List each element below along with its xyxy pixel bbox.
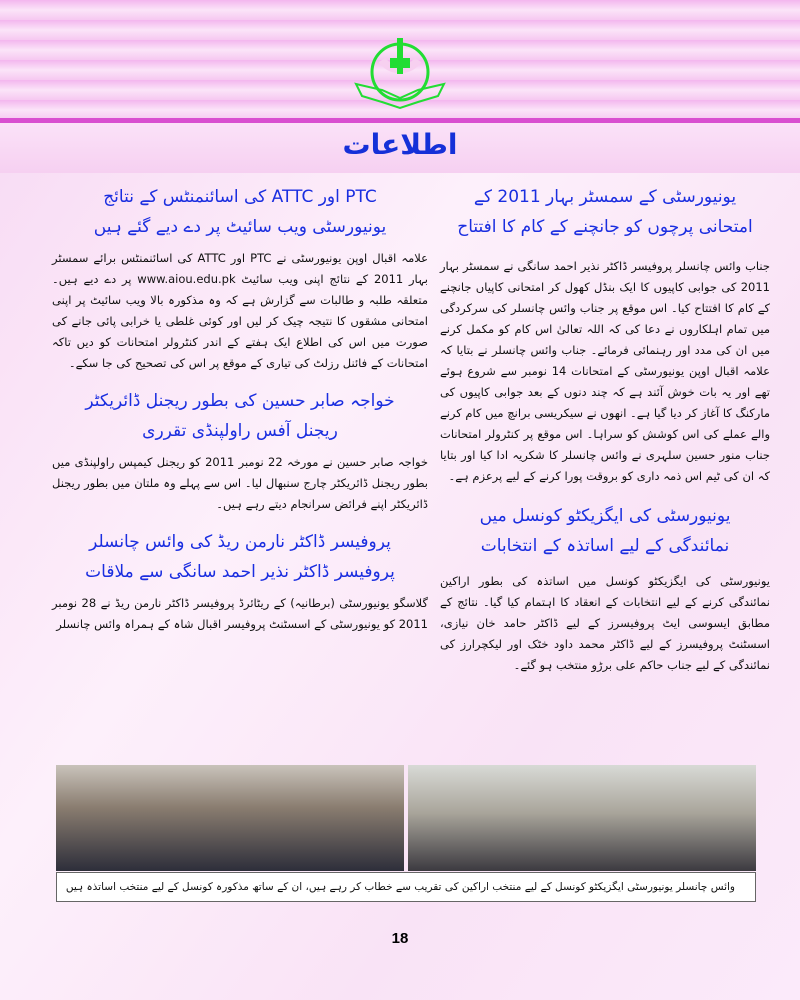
article-title: خواجہ صابر حسین کی بطور ریجنل ڈائریکٹر ریجنل آفس راولپنڈی تقرری [85,391,395,441]
article-body: علامہ اقبال اوپن یونیورسٹی نے PTC اور ATTC کی اسائنمنٹس برائے سمسٹر بہار 2011 کے نتائج اپنی ویب سائیٹ www.aiou.edu.pk پر دے دیے ہیں۔ متعلقہ طلبہ و طالبات سے گزارش ہے کہ وہ مذکورہ بالا ویب سائیٹ پر اپنی امتحانی مشقوں کا نتیجہ چیک کر لیں اور کوئی غلطی یا خرابی پائی جانے کی صورت میں اس کی اطلاع ایک ہفتے کے اندر کنٹرولر امتحانات کو دیں تاکہ امتحانات کے فائنل رزلٹ کی تیاری کے موقع پر اس کی تصحیح کی جا سکے۔ [52,251,428,370]
right-column [440,182,770,688]
article-body: یونیورسٹی کی ایگزیکٹو کونسل میں اساتذہ کی بطور اراکین نمائندگی کرنے کے لیے انتخابات کے انعقاد کا اہتمام کیا گیا۔ نتائج کے مطابق ایسوسی ایٹ پروفیسرز کے لیے ڈاکٹر حامد خان نیازی، اسسٹنٹ پروفیسرز کے لیے ڈاکٹر محمد داود خٹک اور لیکچرارز کی نمائندگی کے لیے جناب حاکم علی برڑو منتخب ہو گئے۔ [440,574,770,672]
article-title: پروفیسر ڈاکٹر نارمن ریڈ کی وائس چانسلر پروفیسر ڈاکٹر نذیر احمد سانگی سے ملاقات [85,532,395,582]
left-column [52,182,428,635]
article-body: خواجہ صابر حسین نے مورخہ 22 نومبر 2011 کو ریجنل کیمپس راولپنڈی میں بطور ریجنل ڈائریکٹر چارج سنبھال لیا۔ اس سے پہلے وہ ملتان میں بطور ریجنل ڈائریکٹر اپنے فرائض سرانجام دیتے رہے ہیں۔ [52,455,429,511]
university-logo [352,32,448,114]
article-body: گلاسگو یونیورسٹی (برطانیہ) کے ریٹائرڈ پروفیسر ڈاکٹر نارمن ریڈ نے 28 نومبر 2011 کو یونیورسٹی کے اسسٹنٹ پروفیسر اقبال شاہ کے ہمراہ وائس چانسلر [52,596,428,631]
article-body: جناب وائس چانسلر پروفیسر ڈاکٹر نذیر احمد سانگی نے سمسٹر بہار 2011 کی جوابی کاپیوں کا ایک بنڈل کھول کر امتحانی کاپیاں جانچنے کے کام کا افتتاح کیا۔ اس موقع پر جناب وائس چانسلر کی سرکردگی میں تمام اہلکاروں نے دعا کی کہ اللہ تعالیٰ اس کام کو مکمل کرنے میں ان کی مدد اور رہنمائی فرمائے۔ جناب وائس چانسلر نے بتایا کہ علامہ اقبال اوپن یونیورسٹی کے امتحانات 14 نومبر سے شروع ہوئے تھے اور یہ بات خوش آئند ہے کہ چند دنوں کے بعد جوابی کاپیوں کی مارکنگ کا آغاز کر دیا گیا ہے۔ انھوں نے سیکریسی برانچ میں کام کرنے والے عملے کی اس کوشش کو سراہا۔ اس موقع پر کنٹرولر امتحانات جناب منور حسین سلہری نے وائس چانسلر کا شکریہ ادا کیا اور بتایا کہ ان کی ٹیم اس ذمہ داری کو بروقت پورا کرنے کے لیے پرعزم ہے۔ [439,259,770,483]
page-title: اطلاعات [342,128,458,161]
article-title: یونیورسٹی کے سمسٹر بہار 2011 کے امتحانی پرچوں کو جانچنے کے کام کا افتتاح [457,187,753,237]
photo-ceremony-audience [408,765,756,871]
photo-caption: وائس چانسلر یونیورسٹی ایگزیکٹو کونسل کے لیے منتخب اراکین کی تقریب سے خطاب کر رہے ہیں، ان کے ساتھ مذکورہ کونسل کے لیے منتخب اساتذہ ہیں [56,872,756,902]
article-title: PTC اور ATTC کی اسائنمنٹس کے نتائج یونیورسٹی ویب سائیٹ پر دے دیے گئے ہیں [93,187,387,237]
article-title: یونیورسٹی کی ایگزیکٹو کونسل میں نمائندگی کے لیے اساتذہ کے انتخابات [479,506,731,556]
photo-strip [56,765,756,871]
photo-officials-seated [56,765,404,871]
page-number: 18 [391,930,409,947]
